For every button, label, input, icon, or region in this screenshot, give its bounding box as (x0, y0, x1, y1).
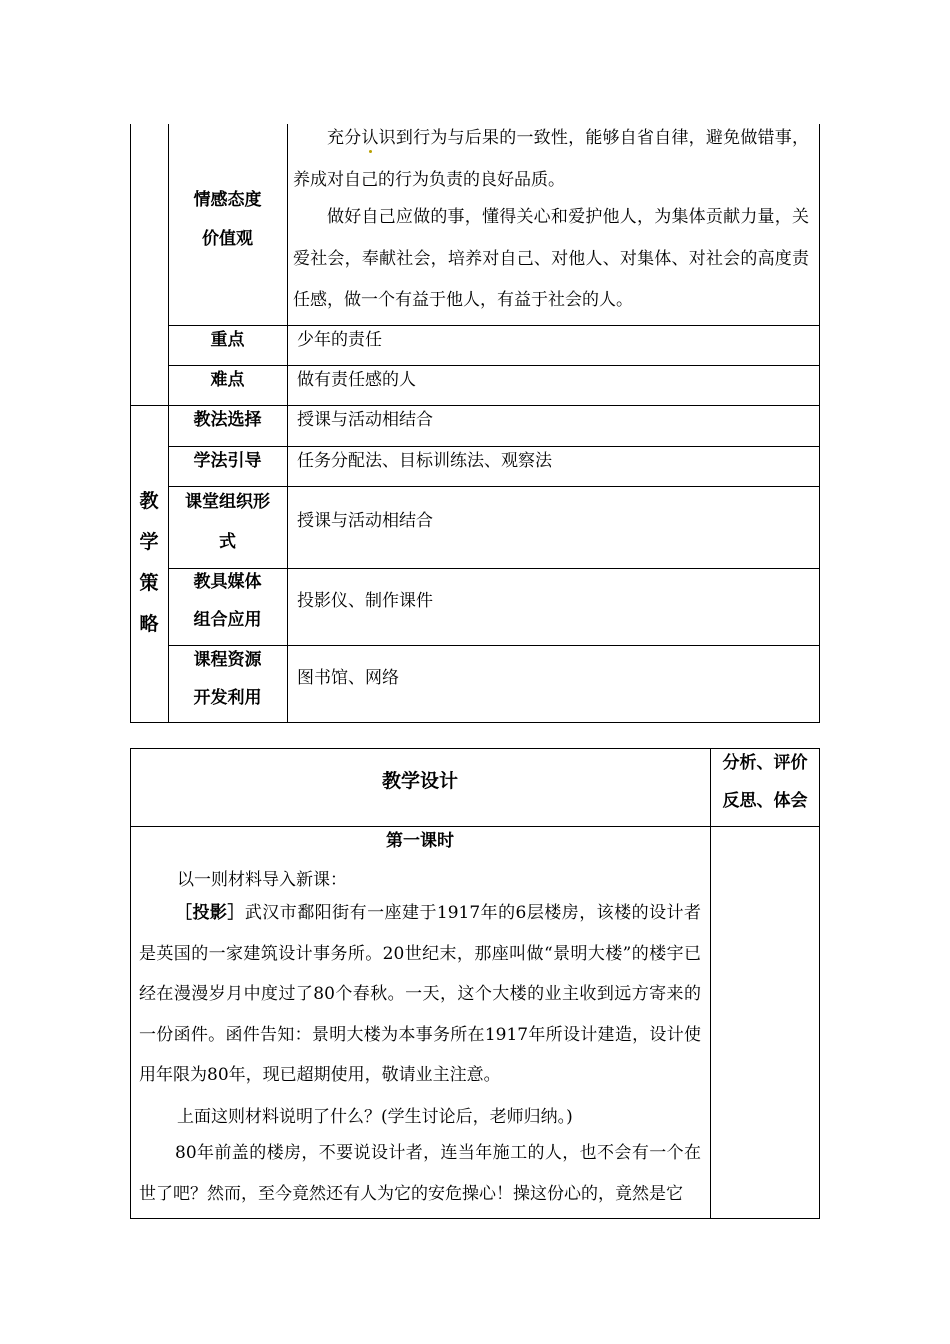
media-label-line2: 组合应用 (193, 610, 262, 630)
projection-text: 武汉市鄱阳街有一座建于1917年的6层楼房，该楼的设计者是英国的一家建筑设计事务所。20世纪末，那座叫做“景明大楼”的楼宇已经在漫漫岁月中度过了80个春秋。一天，这个大楼的业主收到远方寄来的一份函件。函件告知：景明大楼为本事务所在1917年所设计建造，设计使用年限为80年，现已超期使用，敬请业主注意。 (139, 903, 701, 1086)
resources-value: 图书馆、网络 (297, 668, 399, 688)
intro-text: 以一则材料导入新课： (177, 870, 347, 890)
strategy-group-label: 教 学 策 略 (139, 490, 159, 635)
side-header-line2: 反思、体会 (722, 791, 808, 811)
emotion-paragraph-1: 充分认识到行为与后果的一致性，能够自省自律，避免做错事，养成对自己的行为负责的良好品质。 (293, 128, 809, 190)
key-point-value: 少年的责任 (297, 330, 382, 350)
answer-paragraph: 80年前盖的楼房，不要说设计者，连当年施工的人，也不会有一个在世了吧？然而，至今竟然还有人为它的安危操心！操这份心的，竟然是它 (139, 1143, 701, 1204)
projection-tag: ［投影］ (175, 903, 245, 923)
difficulty-label: 难点 (210, 370, 245, 390)
side-header-line1: 分析、评价 (722, 753, 808, 773)
key-point-label: 重点 (210, 330, 245, 350)
classroom-form-label-line2: 式 (219, 532, 236, 552)
lesson-title: 第一课时 (386, 831, 454, 851)
resources-label-line1: 课程资源 (193, 650, 262, 670)
media-value: 投影仪、制作课件 (297, 591, 433, 611)
emotion-label-line2: 价值观 (202, 229, 253, 249)
resources-label-line2: 开发利用 (193, 688, 262, 708)
learning-method-label: 学法引导 (193, 451, 262, 471)
classroom-form-label-line1: 课堂组织形 (185, 492, 270, 512)
difficulty-value: 做有责任感的人 (297, 370, 416, 390)
teaching-method-label: 教法选择 (193, 410, 262, 430)
classroom-form-value: 授课与活动相结合 (297, 511, 433, 531)
teaching-method-value: 授课与活动相结合 (297, 410, 433, 430)
emotion-paragraph-2: 做好自己应做的事，懂得关心和爱护他人，为集体贡献力量，关爱社会，奉献社会，培养对自己、对他人、对集体、对社会的高度责任感，做一个有益于他人，有益于社会的人。 (293, 207, 809, 310)
learning-method-value: 任务分配法、目标训练法、观察法 (297, 451, 552, 471)
emotion-label-line1: 情感态度 (193, 190, 262, 210)
question-text: 上面这则材料说明了什么？(学生讨论后，老师归纳。) (177, 1107, 573, 1127)
projection-paragraph (139, 893, 701, 1096)
media-label-line1: 教具媒体 (193, 572, 262, 592)
design-header-title: 教学设计 (381, 770, 458, 792)
mark-dot (369, 150, 372, 153)
